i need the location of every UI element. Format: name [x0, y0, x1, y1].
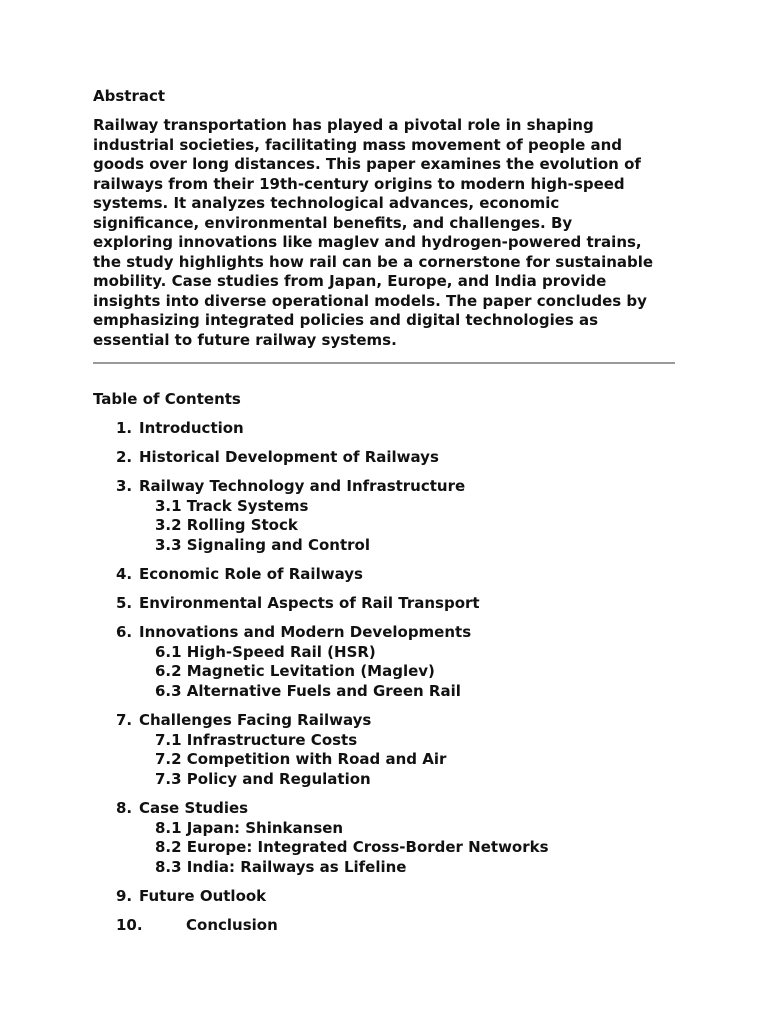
toc-subsection: 7.3 Policy and Regulation	[155, 769, 371, 788]
toc-subsection: 7.2 Competition with Road and Air	[155, 750, 447, 769]
toc-entry	[93, 916, 675, 936]
toc-item	[93, 565, 675, 585]
toc-entry	[93, 448, 675, 468]
toc-label: Environmental Aspects of Rail Transport	[139, 594, 480, 613]
toc-entry	[93, 623, 675, 643]
toc-subsection: 3.1 Track Systems	[155, 496, 309, 515]
toc-number: 2.	[116, 448, 133, 467]
toc-subsection: 6.2 Magnetic Levitation (Maglev)	[155, 662, 435, 681]
toc-entry	[93, 419, 675, 439]
toc-entry	[93, 594, 675, 614]
toc-entry	[93, 477, 675, 497]
toc-number: 8.	[116, 799, 133, 817]
toc-item	[93, 594, 675, 614]
toc-subsection: 8.2 Europe: Integrated Cross-Border Networks	[155, 838, 549, 857]
toc-subsection: 6.1 High-Speed Rail (HSR)	[155, 642, 376, 661]
toc-number: 7.	[116, 711, 133, 730]
toc-label: Innovations and Modern Developments	[139, 623, 472, 642]
toc-subsection: 8.1 Japan: Shinkansen	[155, 818, 344, 837]
toc-item	[93, 887, 675, 907]
toc-entry	[93, 887, 675, 907]
toc-subsection-list	[93, 643, 675, 702]
toc-title: Table of Contents	[93, 390, 241, 408]
abstract-body: Railway transportation has played a pivotal role in shaping industrial societies, facilitating mass movement of people and goods over long distances. This paper examines the evolution of railways from their 19th-century origins to modern high-speed systems. It analyzes technological advances, economic significance, environmental benefits, and challenges. By exploring innovations like maglev and hydrogen-powered trains, the study highlights how rail can be a cornerstone for sustainable mobility. Case studies from Japan, Europe, and India provide insights into diverse operational models. The paper concludes by emphasizing integrated policies and digital technologies as essential to future railway systems.	[93, 116, 654, 349]
toc-item	[93, 711, 675, 789]
toc-number: 6.	[116, 623, 133, 642]
toc-item	[93, 799, 675, 877]
document-page	[93, 86, 675, 945]
toc-subsection: 6.3 Alternative Fuels and Green Rail	[155, 682, 461, 701]
toc-label: Historical Development of Railways	[139, 448, 439, 467]
toc-subsection-list	[93, 731, 675, 790]
toc-number: 3.	[116, 477, 133, 496]
toc-subsection: 3.2 Rolling Stock	[155, 516, 298, 535]
toc-item	[93, 623, 675, 701]
toc-label: Challenges Facing Railways	[139, 711, 372, 730]
toc-item	[93, 448, 675, 468]
toc-subsection: 8.3 India: Railways as Lifeline	[155, 857, 407, 876]
toc-number: 10.	[116, 915, 143, 934]
toc-label: Economic Role of Railways	[139, 565, 363, 584]
toc-label: Case Studies	[139, 799, 249, 817]
toc-subsection: 7.1 Infrastructure Costs	[155, 730, 358, 749]
toc-entry	[93, 799, 675, 819]
toc-label: Introduction	[139, 419, 244, 437]
toc-subsection-list	[93, 497, 675, 556]
toc-number: 1.	[116, 419, 133, 437]
toc-subsection: 3.3 Signaling and Control	[155, 535, 370, 554]
toc-entry	[93, 565, 675, 585]
toc-label: Conclusion	[186, 915, 278, 934]
abstract-heading: Abstract	[93, 87, 166, 105]
table-of-contents	[93, 419, 675, 936]
toc-label: Railway Technology and Infrastructure	[139, 477, 466, 496]
toc-entry	[93, 711, 675, 731]
toc-number: 5.	[116, 594, 133, 613]
horizontal-divider	[93, 362, 675, 364]
toc-label: Future Outlook	[139, 886, 267, 905]
toc-item	[93, 477, 675, 555]
toc-number: 9.	[116, 886, 133, 905]
toc-item	[93, 916, 675, 936]
toc-subsection-list	[93, 819, 675, 878]
toc-number: 4.	[116, 565, 133, 584]
toc-item	[93, 419, 675, 439]
